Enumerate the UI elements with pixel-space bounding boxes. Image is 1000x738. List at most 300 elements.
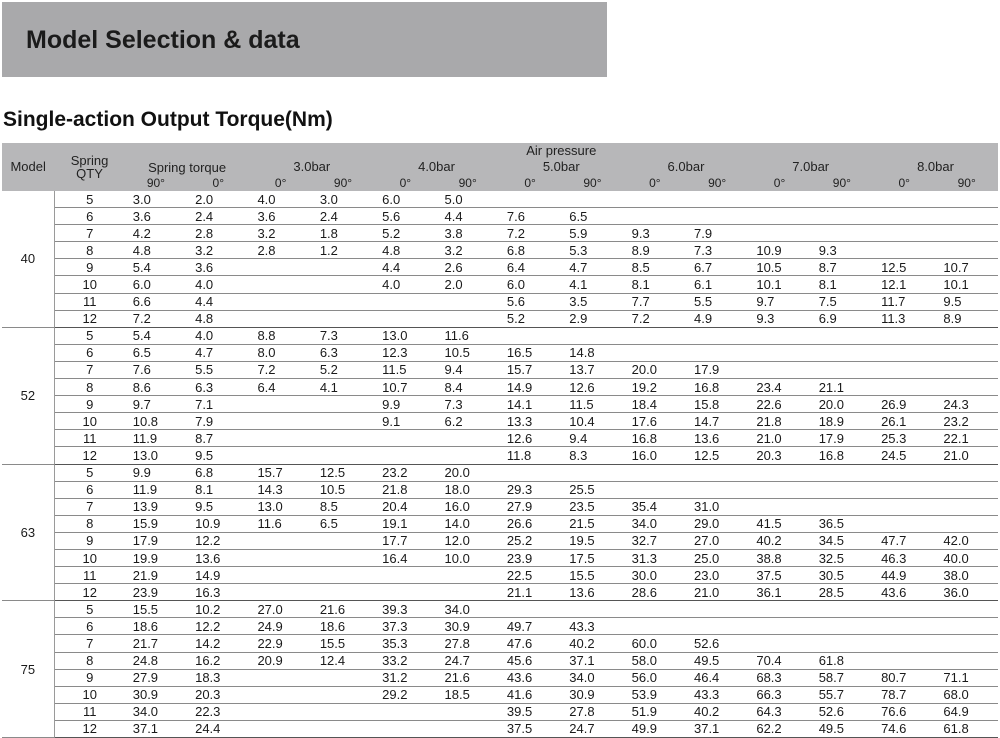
table-cell: 37.1 <box>561 652 623 669</box>
table-cell: 6.2 <box>437 413 499 430</box>
table-cell: 24.8 <box>125 652 187 669</box>
spring-qty-cell: 12 <box>54 447 124 464</box>
table-cell: 38.0 <box>935 567 998 584</box>
table-cell: 41.5 <box>748 515 810 532</box>
table-cell <box>811 327 873 344</box>
table-cell: 5.2 <box>374 225 436 242</box>
header-pressure-angle: 90° <box>957 176 976 190</box>
table-cell: 4.1 <box>561 276 623 293</box>
table-cell: 7.6 <box>125 361 187 378</box>
table-cell: 12.4 <box>312 652 374 669</box>
table-cell: 34.0 <box>624 515 686 532</box>
table-cell: 30.9 <box>437 618 499 635</box>
table-cell: 12.5 <box>873 259 935 276</box>
table-cell: 74.6 <box>873 720 935 737</box>
table-cell: 43.3 <box>561 618 623 635</box>
table-cell: 10.5 <box>437 344 499 361</box>
table-cell <box>437 703 499 720</box>
table-cell <box>374 310 436 327</box>
table-cell: 14.8 <box>561 344 623 361</box>
table-cell: 21.6 <box>437 669 499 686</box>
table-cell <box>935 635 998 652</box>
table-row <box>2 515 998 532</box>
table-cell: 8.5 <box>312 498 374 515</box>
table-cell <box>686 191 748 208</box>
table-cell: 29.3 <box>499 481 561 498</box>
table-cell: 28.6 <box>624 584 686 601</box>
table-cell: 23.4 <box>748 379 810 396</box>
table-cell: 40.2 <box>561 635 623 652</box>
spring-qty-cell: 5 <box>54 601 124 618</box>
table-cell: 4.0 <box>187 327 249 344</box>
table-cell: 13.6 <box>187 549 249 566</box>
table-cell: 10.0 <box>437 549 499 566</box>
table-cell: 11.6 <box>249 515 311 532</box>
table-cell <box>312 447 374 464</box>
table-cell: 22.3 <box>187 703 249 720</box>
table-cell: 9.7 <box>748 293 810 310</box>
table-cell <box>873 361 935 378</box>
table-row <box>2 361 998 378</box>
table-cell: 32.5 <box>811 549 873 566</box>
table-cell <box>249 276 311 293</box>
table-cell: 8.9 <box>935 310 998 327</box>
header-pressure-angle: 90° <box>708 176 727 190</box>
table-cell: 4.2 <box>125 225 187 242</box>
table-cell <box>249 447 311 464</box>
table-cell: 10.7 <box>935 259 998 276</box>
table-cell: 18.5 <box>437 686 499 703</box>
table-cell: 27.0 <box>686 532 748 549</box>
table-cell: 13.0 <box>249 498 311 515</box>
table-row <box>2 327 998 344</box>
spring-qty-cell: 6 <box>54 208 124 225</box>
table-cell: 4.8 <box>374 242 436 259</box>
table-cell: 3.8 <box>437 225 499 242</box>
table-cell: 35.3 <box>374 635 436 652</box>
table-cell: 41.6 <box>499 686 561 703</box>
table-cell: 24.9 <box>249 618 311 635</box>
spring-qty-cell: 7 <box>54 361 124 378</box>
table-cell <box>312 686 374 703</box>
table-cell: 23.9 <box>499 549 561 566</box>
table-cell: 8.0 <box>249 344 311 361</box>
table-cell <box>811 635 873 652</box>
table-cell <box>624 464 686 481</box>
table-cell: 39.5 <box>499 703 561 720</box>
table-cell: 46.4 <box>686 669 748 686</box>
table-cell: 14.2 <box>187 635 249 652</box>
spring-qty-cell: 5 <box>54 327 124 344</box>
table-cell: 9.7 <box>125 396 187 413</box>
table-cell: 62.2 <box>748 720 810 737</box>
table-row <box>2 225 998 242</box>
table-cell: 47.6 <box>499 635 561 652</box>
table-cell: 1.8 <box>312 225 374 242</box>
table-row <box>2 532 998 549</box>
table-cell: 29.2 <box>374 686 436 703</box>
table-cell: 40.2 <box>686 703 748 720</box>
table-cell: 21.8 <box>374 481 436 498</box>
table-cell: 2.8 <box>187 225 249 242</box>
table-cell: 42.0 <box>935 532 998 549</box>
table-cell: 20.3 <box>748 447 810 464</box>
table-cell <box>873 191 935 208</box>
table-cell: 4.0 <box>374 276 436 293</box>
spring-qty-cell: 11 <box>54 703 124 720</box>
table-cell <box>686 481 748 498</box>
table-cell: 12.2 <box>187 618 249 635</box>
header-pressure-angle: 0° <box>649 176 661 190</box>
table-cell <box>748 464 810 481</box>
table-cell <box>561 464 623 481</box>
table-row <box>2 310 998 327</box>
table-cell <box>873 635 935 652</box>
table-cell: 11.7 <box>873 293 935 310</box>
table-cell: 7.5 <box>811 293 873 310</box>
table-cell: 10.2 <box>187 601 249 618</box>
table-cell: 21.0 <box>935 447 998 464</box>
table-cell: 15.5 <box>561 567 623 584</box>
table-cell <box>935 601 998 618</box>
table-cell <box>374 447 436 464</box>
table-cell: 4.0 <box>249 191 311 208</box>
table-cell <box>437 720 499 737</box>
table-row <box>2 686 998 703</box>
table-cell: 11.5 <box>374 361 436 378</box>
model-cell: 52 <box>2 327 54 464</box>
table-cell <box>935 498 998 515</box>
table-row <box>2 720 998 737</box>
table-cell: 19.2 <box>624 379 686 396</box>
table-cell: 2.8 <box>249 242 311 259</box>
table-cell: 24.3 <box>935 396 998 413</box>
table-cell: 9.3 <box>624 225 686 242</box>
table-cell: 21.0 <box>686 584 748 601</box>
table-cell: 43.3 <box>686 686 748 703</box>
header-pressure: 7.0bar <box>792 159 830 174</box>
table-cell: 5.0 <box>437 191 499 208</box>
table-cell: 80.7 <box>873 669 935 686</box>
table-cell <box>312 293 374 310</box>
table-cell: 13.9 <box>125 498 187 515</box>
table-cell: 8.5 <box>624 259 686 276</box>
spring-qty-cell: 6 <box>54 618 124 635</box>
table-cell <box>374 720 436 737</box>
table-cell: 16.2 <box>187 652 249 669</box>
table-cell: 6.4 <box>249 379 311 396</box>
table-cell: 6.3 <box>312 344 374 361</box>
table-cell <box>249 293 311 310</box>
table-cell: 4.8 <box>125 242 187 259</box>
table-cell: 10.1 <box>748 276 810 293</box>
spring-qty-cell: 5 <box>54 191 124 208</box>
table-cell: 2.6 <box>437 259 499 276</box>
table-cell <box>748 191 810 208</box>
table-cell: 9.3 <box>748 310 810 327</box>
page-title: Model Selection & data <box>26 26 300 54</box>
table-cell <box>312 413 374 430</box>
table-cell <box>624 481 686 498</box>
table-cell: 64.9 <box>935 703 998 720</box>
spring-qty-cell: 10 <box>54 413 124 430</box>
table-cell: 11.8 <box>499 447 561 464</box>
table-cell: 16.0 <box>437 498 499 515</box>
table-cell: 4.9 <box>686 310 748 327</box>
table-cell: 9.3 <box>811 242 873 259</box>
table-cell: 14.7 <box>686 413 748 430</box>
table-cell: 21.7 <box>125 635 187 652</box>
table-cell: 35.4 <box>624 498 686 515</box>
table-row <box>2 703 998 720</box>
table-cell: 30.9 <box>561 686 623 703</box>
table-cell <box>312 567 374 584</box>
table-cell: 10.7 <box>374 379 436 396</box>
table-cell: 68.0 <box>935 686 998 703</box>
table-cell: 7.2 <box>499 225 561 242</box>
table-cell <box>249 703 311 720</box>
table-row <box>2 413 998 430</box>
table-cell <box>249 584 311 601</box>
spring-qty-cell: 12 <box>54 584 124 601</box>
table-cell <box>624 191 686 208</box>
table-cell <box>249 430 311 447</box>
table-cell: 13.0 <box>125 447 187 464</box>
table-cell: 70.4 <box>748 652 810 669</box>
table-cell: 21.8 <box>748 413 810 430</box>
table-cell: 27.8 <box>437 635 499 652</box>
table-cell: 23.2 <box>935 413 998 430</box>
table-cell <box>811 498 873 515</box>
table-cell <box>312 396 374 413</box>
header-pressure: 3.0bar <box>293 159 331 174</box>
table-cell <box>312 720 374 737</box>
table-cell <box>312 703 374 720</box>
table-cell: 5.4 <box>125 259 187 276</box>
table-cell: 78.7 <box>873 686 935 703</box>
table-cell: 52.6 <box>686 635 748 652</box>
table-cell: 15.8 <box>686 396 748 413</box>
table-cell: 2.0 <box>187 191 249 208</box>
table-cell: 13.3 <box>499 413 561 430</box>
table-cell <box>312 669 374 686</box>
header-pressure-angle: 0° <box>773 176 786 190</box>
table-cell: 18.3 <box>187 669 249 686</box>
spring-qty-cell: 8 <box>54 379 124 396</box>
table-cell: 27.0 <box>249 601 311 618</box>
header-pressure-angle: 0° <box>524 176 536 190</box>
table-cell <box>748 225 810 242</box>
table-cell <box>249 310 311 327</box>
table-cell: 37.1 <box>125 720 187 737</box>
table-cell: 34.0 <box>561 669 623 686</box>
table-cell <box>873 208 935 225</box>
table-cell <box>873 225 935 242</box>
table-row <box>2 447 998 464</box>
table-cell: 8.1 <box>811 276 873 293</box>
table-cell: 21.0 <box>748 430 810 447</box>
table-cell: 38.8 <box>748 549 810 566</box>
table-cell: 71.1 <box>935 669 998 686</box>
table-cell: 16.8 <box>686 379 748 396</box>
table-cell: 13.6 <box>561 584 623 601</box>
table-cell: 9.9 <box>125 464 187 481</box>
table-cell: 5.6 <box>499 293 561 310</box>
table-cell <box>312 430 374 447</box>
table-cell: 9.5 <box>187 498 249 515</box>
table-cell: 12.6 <box>561 379 623 396</box>
table-row <box>2 208 998 225</box>
table-cell: 25.5 <box>561 481 623 498</box>
table-cell <box>249 413 311 430</box>
table-cell <box>249 532 311 549</box>
table-cell: 7.3 <box>686 242 748 259</box>
table-cell: 49.9 <box>624 720 686 737</box>
table-cell: 66.3 <box>748 686 810 703</box>
table-cell: 10.9 <box>748 242 810 259</box>
table-cell: 4.1 <box>312 379 374 396</box>
spring-qty-cell: 10 <box>54 686 124 703</box>
table-cell: 51.9 <box>624 703 686 720</box>
table-cell: 61.8 <box>935 720 998 737</box>
table-row <box>2 635 998 652</box>
table-cell: 37.5 <box>748 567 810 584</box>
table-cell: 21.9 <box>125 567 187 584</box>
table-cell: 3.6 <box>125 208 187 225</box>
table-cell: 23.0 <box>686 567 748 584</box>
table-row <box>2 259 998 276</box>
table-cell: 47.7 <box>873 532 935 549</box>
spring-qty-cell: 7 <box>54 498 124 515</box>
table-cell: 23.5 <box>561 498 623 515</box>
table-cell: 18.4 <box>624 396 686 413</box>
table-cell: 12.5 <box>312 464 374 481</box>
table-cell <box>374 293 436 310</box>
table-cell: 12.2 <box>187 532 249 549</box>
table-cell <box>873 498 935 515</box>
table-cell: 18.6 <box>312 618 374 635</box>
spring-qty-cell: 6 <box>54 344 124 361</box>
table-cell: 8.8 <box>249 327 311 344</box>
table-cell: 76.6 <box>873 703 935 720</box>
table-cell: 16.5 <box>499 344 561 361</box>
table-cell: 15.9 <box>125 515 187 532</box>
header-spring-angle: 0° <box>212 176 225 190</box>
table-cell: 22.1 <box>935 430 998 447</box>
spring-qty-cell: 12 <box>54 310 124 327</box>
table-cell <box>561 191 623 208</box>
table-cell: 6.1 <box>686 276 748 293</box>
table-cell <box>811 225 873 242</box>
table-cell <box>873 379 935 396</box>
spring-qty-cell: 6 <box>54 481 124 498</box>
table-cell <box>374 567 436 584</box>
table-cell: 6.5 <box>312 515 374 532</box>
table-cell: 5.5 <box>686 293 748 310</box>
table-cell: 11.9 <box>125 481 187 498</box>
table-row <box>2 344 998 361</box>
table-cell <box>499 601 561 618</box>
table-cell: 6.5 <box>561 208 623 225</box>
table-cell: 6.0 <box>125 276 187 293</box>
table-cell: 8.9 <box>624 242 686 259</box>
table-cell: 25.2 <box>499 532 561 549</box>
table-cell <box>748 618 810 635</box>
table-cell <box>312 310 374 327</box>
table-cell <box>935 361 998 378</box>
table-cell: 24.7 <box>437 652 499 669</box>
table-row <box>2 396 998 413</box>
header-pressure: 6.0bar <box>667 159 705 174</box>
table-cell <box>561 601 623 618</box>
table-cell <box>249 259 311 276</box>
table-cell: 20.0 <box>437 464 499 481</box>
table-cell: 5.6 <box>374 208 436 225</box>
table-cell: 8.1 <box>187 481 249 498</box>
table-cell: 10.4 <box>561 413 623 430</box>
table-cell <box>312 549 374 566</box>
table-cell: 6.9 <box>811 310 873 327</box>
table-cell: 10.1 <box>935 276 998 293</box>
table-cell: 13.6 <box>686 430 748 447</box>
table-cell: 49.5 <box>811 720 873 737</box>
table-cell: 24.4 <box>187 720 249 737</box>
table-cell: 43.6 <box>873 584 935 601</box>
table-cell: 17.6 <box>624 413 686 430</box>
table-cell: 18.9 <box>811 413 873 430</box>
model-cell: 75 <box>2 601 54 738</box>
table-cell <box>624 601 686 618</box>
table-cell: 2.4 <box>187 208 249 225</box>
spring-qty-cell: 10 <box>54 276 124 293</box>
table-cell: 14.0 <box>437 515 499 532</box>
table-cell <box>374 703 436 720</box>
table-cell: 11.9 <box>125 430 187 447</box>
table-body <box>2 191 998 738</box>
table-cell: 7.7 <box>624 293 686 310</box>
table-cell: 14.3 <box>249 481 311 498</box>
torque-table <box>2 143 998 738</box>
header-spring-qty: Spring QTY <box>70 153 109 181</box>
spring-qty-cell: 8 <box>54 242 124 259</box>
table-cell <box>811 618 873 635</box>
table-cell: 3.2 <box>249 225 311 242</box>
table-row <box>2 242 998 259</box>
table-cell: 31.0 <box>686 498 748 515</box>
table-cell: 15.5 <box>312 635 374 652</box>
table-cell: 30.5 <box>811 567 873 584</box>
table-cell: 15.7 <box>249 464 311 481</box>
table-cell: 3.2 <box>437 242 499 259</box>
table-cell: 20.0 <box>811 396 873 413</box>
table-cell: 16.4 <box>374 549 436 566</box>
table-cell: 31.2 <box>374 669 436 686</box>
spring-qty-cell: 11 <box>54 567 124 584</box>
table-cell: 27.8 <box>561 703 623 720</box>
table-cell: 7.3 <box>312 327 374 344</box>
table-cell: 7.9 <box>187 413 249 430</box>
header-pressure-angle: 0° <box>274 176 287 190</box>
table-cell: 28.5 <box>811 584 873 601</box>
table-cell: 8.7 <box>187 430 249 447</box>
table-cell: 24.7 <box>561 720 623 737</box>
table-cell: 9.1 <box>374 413 436 430</box>
table-cell: 16.8 <box>624 430 686 447</box>
header-pressure: 8.0bar <box>917 159 954 174</box>
table-cell: 25.0 <box>686 549 748 566</box>
table-cell: 7.9 <box>686 225 748 242</box>
table-cell: 10.5 <box>748 259 810 276</box>
